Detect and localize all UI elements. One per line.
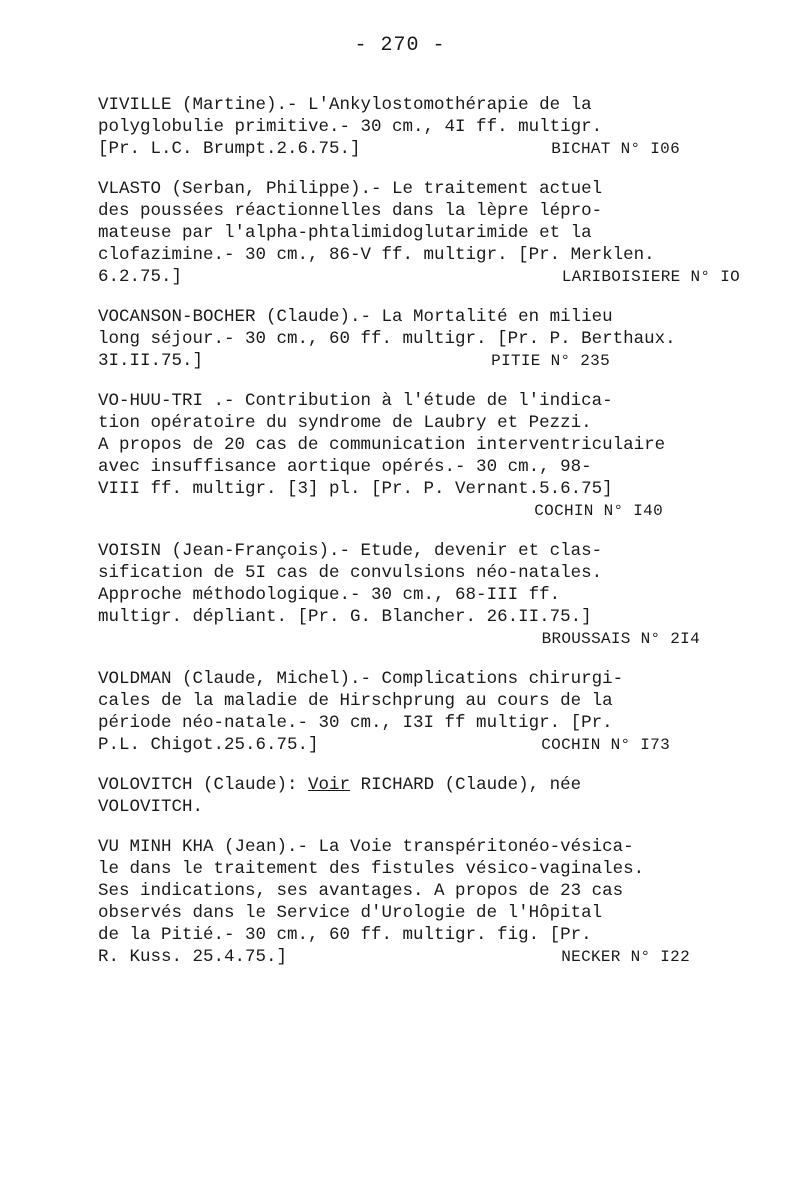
- entry-last-line: [98, 350, 718, 372]
- hospital-location: NECKER N° I22: [561, 948, 690, 966]
- hospital-location: PITIE N° 235: [491, 352, 610, 370]
- entry-line: VO-HUU-TRI .- Contribution à l'étude de l'indica-: [98, 391, 613, 411]
- entry-author: VOLOVITCH (Claude):: [98, 775, 309, 795]
- cross-reference-line: [98, 774, 718, 796]
- entry-line: VOLOVITCH.: [98, 797, 204, 817]
- entry-line: VU MINH KHA (Jean).- La Voie transpéritonéo-vésica-: [98, 837, 634, 857]
- entry-line: 6.2.75.]: [98, 267, 183, 287]
- entry-vocanson-bocher: [98, 306, 718, 372]
- entry-viville: [98, 94, 718, 160]
- hospital-location: COCHIN N° I73: [541, 736, 670, 754]
- entry-line: cales de la maladie de Hirschprung au cours de la: [98, 691, 613, 711]
- entry-voldman: [98, 668, 718, 756]
- entry-vu-minh-kha: [98, 836, 718, 968]
- cross-reference-target: RICHARD (Claude), née: [350, 775, 582, 795]
- entry-voisin: [98, 540, 718, 650]
- entry-line: des poussées réactionnelles dans la lèpre lépro-: [98, 201, 603, 221]
- entry-line: VIII ff. multigr. [3] pl. [Pr. P. Vernant.5.6.75]: [98, 479, 613, 499]
- hospital-location: COCHIN N° I40: [534, 502, 663, 520]
- entry-last-line: [98, 946, 718, 968]
- entry-line: période néo-natale.- 30 cm., I3I ff multigr. [Pr.: [98, 713, 613, 733]
- entry-line: observés dans le Service d'Urologie de l'Hôpital: [98, 903, 603, 923]
- entry-line: long séjour.- 30 cm., 60 ff. multigr. [Pr. P. Berthaux.: [98, 329, 676, 349]
- entry-line: avec insuffisance aortique opérés.- 30 cm., 98-: [98, 457, 592, 477]
- entry-line: Approche méthodologique.- 30 cm., 68-III ff.: [98, 585, 561, 605]
- voir-link: Voir: [308, 775, 351, 795]
- hospital-location: BICHAT N° I06: [551, 140, 680, 158]
- entry-line: multigr. dépliant. [Pr. G. Blancher. 26.II.75.]: [98, 607, 592, 627]
- entry-line: tion opératoire du syndrome de Laubry et Pezzi.: [98, 413, 592, 433]
- entry-last-line: [98, 266, 740, 288]
- hospital-location: BROUSSAIS N° 2I4: [541, 630, 700, 648]
- bibliography-entries: [98, 94, 740, 986]
- entry-line: P.L. Chigot.25.6.75.]: [98, 735, 319, 755]
- entry-last-line: [98, 138, 718, 160]
- entry-volovitch: [98, 774, 718, 818]
- entry-line: VOCANSON-BOCHER (Claude).- La Mortalité en milieu: [98, 307, 613, 327]
- entry-vo-huu-tri: [98, 390, 718, 522]
- entry-line: de la Pitié.- 30 cm., 60 ff. multigr. fig. [Pr.: [98, 925, 592, 945]
- entry-line: R. Kuss. 25.4.75.]: [98, 947, 288, 967]
- entry-last-line: [98, 628, 718, 650]
- hospital-location: LARIBOISIERE N° IO: [561, 268, 740, 286]
- entry-line: VOLDMAN (Claude, Michel).- Complications chirurgi-: [98, 669, 624, 689]
- entry-line: clofazimine.- 30 cm., 86-V ff. multigr. [Pr. Merklen.: [98, 245, 655, 265]
- entry-line: VLASTO (Serban, Philippe).- Le traitement actuel: [98, 179, 603, 199]
- entry-line: VIVILLE (Martine).- L'Ankylostomothérapie de la: [98, 95, 592, 115]
- entry-line: [Pr. L.C. Brumpt.2.6.75.]: [98, 139, 361, 159]
- page-number: - 270 -: [354, 34, 446, 57]
- entry-vlasto: [98, 178, 740, 288]
- entry-last-line: [98, 734, 718, 756]
- entry-line: polyglobulie primitive.- 30 cm., 4I ff. multigr.: [98, 117, 603, 137]
- entry-line: A propos de 20 cas de communication interventriculaire: [98, 435, 666, 455]
- entry-line: sification de 5I cas de convulsions néo-natales.: [98, 563, 603, 583]
- entry-line: Ses indications, ses avantages. A propos de 23 cas: [98, 881, 624, 901]
- entry-line: VOISIN (Jean-François).- Etude, devenir et clas-: [98, 541, 603, 561]
- entry-last-line: [98, 500, 718, 522]
- entry-line: le dans le traitement des fistules vésico-vaginales.: [98, 859, 645, 879]
- entry-line: mateuse par l'alpha-phtalimidoglutarimide et la: [98, 223, 592, 243]
- entry-line: 3I.II.75.]: [98, 351, 204, 371]
